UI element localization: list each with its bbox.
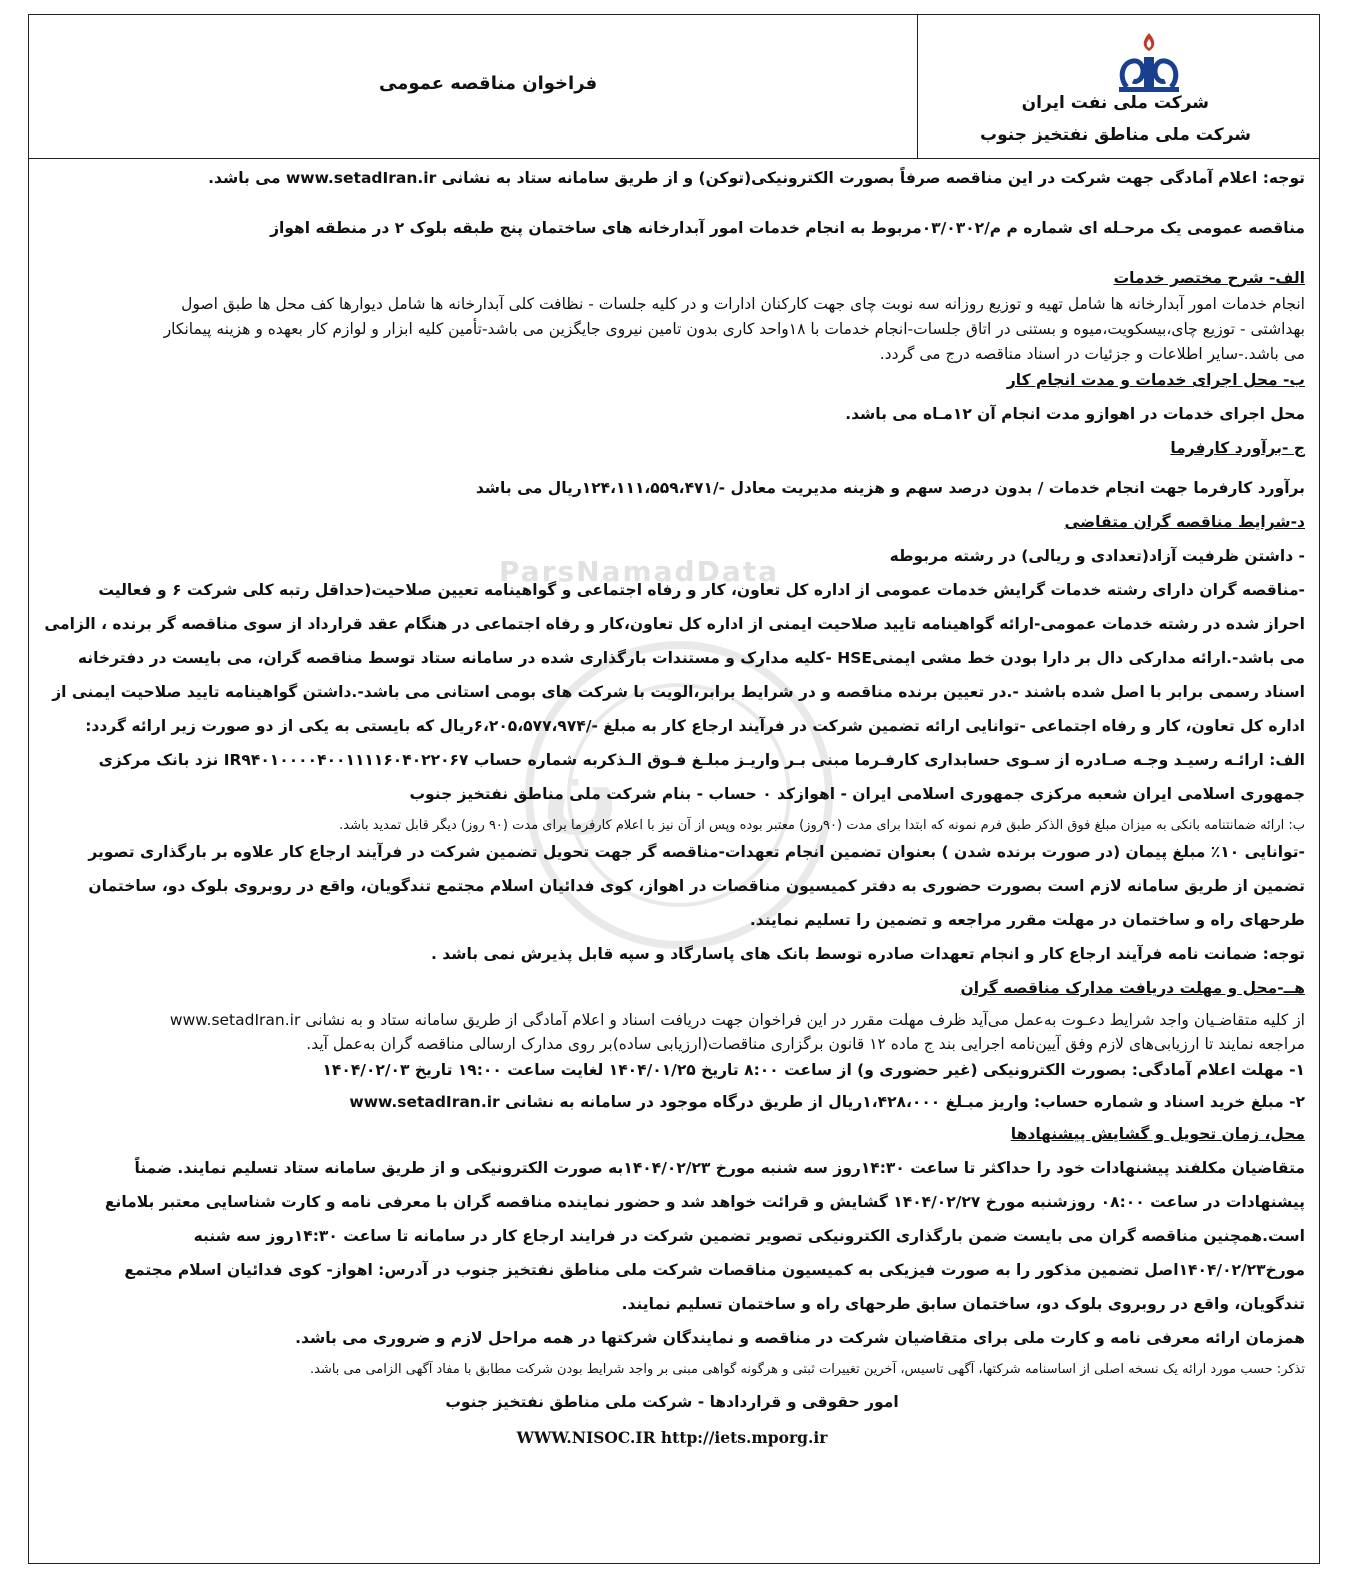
- section-heading-c: ج -برآورد کارفرما: [1170, 439, 1305, 457]
- note-line: تذکر: حسب مورد ارائه یک نسخه اصلی از اساسنامه شرکتها، آگهی تاسیس، آخرین تغییرات ثبتی و هرگونه گواهی مبنی بر واجد شرایط بودن شرکت مطابق با مفاد آگهی الزامی می باشد.: [309, 1362, 1305, 1377]
- paragraph-line: مورخ۱۴۰۴/۰۲/۲۳اصل تضمین مذکور را به صورت فیزیکی به کمیسیون مناقصات شرکت ملی مناطق نفتخیز جنوب در آدرس: اهواز- کوی فدائیان اسلام مجتمع: [124, 1261, 1305, 1279]
- paragraph-line: می باشد-.ارائه مدارکی دال بر دارا بودن خط مشی ایمنیHSE -کلیه مدارک و مستندات بارگذاری شده در سامانه ستاد توسط مناقصه گران، می بایست در دفترخانه: [77, 649, 1305, 667]
- notice-id-card: همزمان ارائه معرفی نامه و کارت ملی برای متقاضیان شرکت در مناقصه و نمایندگان شرکتها در همه مراحل لازم و ضروری می باشد.: [295, 1329, 1305, 1347]
- paragraph-line: -مناقصه گران دارای رشته خدمات گرایش خدمات عمومی از اداره کل تعاون، کار و رفاه اجتماعی و گواهینامه تعیین صلاحیت(حداقل رتبه کلی شرکت ۶ و فعالیت: [98, 581, 1305, 599]
- header-divider: [917, 15, 918, 159]
- paragraph-line: مراجعه نمایند تا ارزیابی‌های لازم وفق آیین‌نامه اجرایی بند ج ماده ۱۲ قانون برگزاری مناقصات(ارزیابی ساده)بر روی مدارک ارسالی مناقصه گران به‌عمل آید.: [306, 1035, 1305, 1053]
- paragraph-line: از کلیه متقاضـیان واجد شرایط دعـوت به‌عمل می‌آید ظرف مهلت مقرر در این فراخوان جهت دریافت اسناد و اعلام آمادگی از طریق سامانه ستاد و به نشانی www.setadIran.ir: [169, 1011, 1305, 1029]
- paragraph-line: محل اجرای خدمات در اهوازو مدت انجام آن ۱۲مـاه می باشد.: [845, 405, 1305, 423]
- paragraph-line: ب: ارائه ضمانتنامه بانکی به میزان مبلغ فوق الذکر طبق فرم نمونه که ابتدا برای مدت (۹۰روز) معتبر بوده وپس از آن نیز با اعلام کارفرما برای مدت (۹۰ روز) دیگر قابل تمدید باشد.: [339, 818, 1305, 833]
- section-heading-a: الف- شرح مختصر خدمات: [1113, 269, 1305, 287]
- paragraph-line: طرحهای راه و ساختمان در مهلت مقرر مراجعه و تضمین را تسلیم نمایند.: [749, 911, 1305, 929]
- document-fee: ۲- مبلغ خرید اسناد و شماره حساب: واریز مبـلغ ۱،۴۲۸،۰۰۰ریال از طریق درگاه موجود در سامانه به نشانی www.setadIran.ir: [349, 1093, 1305, 1111]
- employer-estimate: برآورد کارفرما جهت انجام خدمات / بدون درصد سهم و هزینه مدیریت معادل -/۱۲۴،۱۱۱،۵۵۹،۴۷۱ریال می باشد: [475, 479, 1305, 497]
- paragraph-line: احراز شده در رشته خدمات عمومی-ارائه گواهینامه تایید صلاحیت ایمنی از اداره کل تعاون،کار و رفاه اجتماعی در هنگام عقد قرارداد از سوی مناقصه گر برنده ، الزامی: [44, 615, 1305, 633]
- section-heading-d: د-شرایط مناقصه گران متقاضی: [1064, 513, 1305, 531]
- section-heading-submission: محل، زمان تحویل و گشایش پیشنهادها: [1010, 1125, 1305, 1143]
- paragraph-line: تندگویان، واقع در روبروی بلوک دو، ساختمان سابق طرحهای راه و ساختمان تسلیم نمایند.: [621, 1295, 1305, 1313]
- paragraph-line: می باشد.-سایر اطلاعات و جزئیات در اسناد مناقصه درج می گردد.: [879, 345, 1305, 363]
- paragraph-line: متقاضیان مکلفند پیشنهادات خود را حداکثر تا ساعت ۱۴:۳۰روز سه شنبه مورخ ۱۴۰۴/۰۲/۲۳به صورت الکترونیکی و از طریق سامانه ستاد تسلیم نمایند. ضمناً: [134, 1159, 1305, 1177]
- nioc-logo-icon: [1109, 29, 1189, 97]
- paragraph-line: اداره کل تعاون، کار و رفاه اجتماعی -توانایی ارائه تضمین شرکت در فرآیند ارجاع کار به مبلغ -/۶،۲۰۵،۵۷۷،۹۷۴ریال که بایستی به یکی از دو صورت زیر ارائه گردد:: [85, 717, 1305, 735]
- paragraph-line: - داشتن ظرفیت آزاد(تعدادی و ریالی) در رشته مربوطه: [889, 547, 1305, 565]
- footer-department: امور حقوقی و قراردادها - شرکت ملی مناطق نفتخیز جنوب: [445, 1393, 899, 1411]
- paragraph-line: بهداشتی - توزیع چای،بیسکویت،میوه و بستنی در اتاق جلسات-انجام خدمات با ۱۸واحد کاری بدون تامین نیروی جایگزین می باشد-تأمین کلیه ابزار و لوازم کار بعهده و هزینه پیمانکار: [163, 320, 1305, 338]
- watermark-text: ParsNamadData: [499, 555, 779, 588]
- company-name: شرکت ملی نفت ایران: [1021, 93, 1209, 113]
- section-heading-b: ب- محل اجرای خدمات و مدت انجام کار: [1006, 371, 1305, 389]
- footer-websites: WWW.NISOC.IR http://iets.mporg.ir: [516, 1428, 828, 1447]
- paragraph-line: انجام خدمات امور آبدارخانه ها شامل تهیه و توزیع روزانه سه نوبت چای جهت کارکنان ادارات و در کلیه جلسات - نظافت کلی آبدارخانه ها شامل دیوارها کف محل ها طبق اصول: [181, 295, 1305, 313]
- paragraph-line: الف: ارائـه رسیـد وجـه صـادره از سـوی حسابداری کارفـرما مبنی بـر واریـز مبلـغ فـوق الـذکربه شماره حساب IR۹۴۰۱۰۰۰۰۴۰۰۱۱۱۱۶۰۴۰۲۲۰۶۷ نزد بانک مرکزی: [98, 751, 1305, 769]
- page-title: فراخوان مناقصه عمومی: [379, 73, 598, 94]
- notice-electronic: توجه: اعلام آمادگی جهت شرکت در این مناقصه صرفاً بصورت الکترونیکی(توکن) و از طریق سامانه ستاد به نشانی www.setadIran.ir می باشد.: [208, 169, 1305, 187]
- page-frame: [28, 14, 1320, 1564]
- paragraph-line: است.همچنین مناقصه گران می بایست ضمن بارگذاری الکترونیکی تصویر تضمین شرکت در فرایند ارجاع کار در سامانه تا ساعت ۱۴:۳۰روز سه شنبه: [193, 1227, 1305, 1245]
- svg-text:ن: ن: [542, 737, 619, 842]
- paragraph-line: اسناد رسمی برابر با اصل شده باشند -.در تعیین برنده مناقصه و در شرایط برابر،الویت با شرکت های بومی استانی می باشد-.داشتن گواهینامه تایید صلاحیت ایمنی از: [52, 683, 1305, 701]
- paragraph-line: پیشنهادات در ساعت ۰۸:۰۰ روزشنبه مورخ ۱۴۰۴/۰۲/۲۷ گشایش و قرائت خواهد شد و حضور نماینده مناقصه گران با معرفی نامه و کارت شناسایی معتبر بلامانع: [104, 1193, 1305, 1211]
- section-heading-e: هــ-محل و مهلت دریافت مدارک مناقصه گران: [960, 979, 1305, 997]
- paragraph-line: -توانایی ۱۰٪ مبلغ پیمان (در صورت برنده شدن ) بعنوان تضمین انجام تعهدات-مناقصه گر جهت تحویل تضمین شرکت در فرآیند ارجاع کار علاوه بر بارگذاری تصویر: [88, 843, 1305, 861]
- notice-guarantee: توجه: ضمانت نامه فرآیند ارجاع کار و انجام تعهدات صادره توسط بانک های پاسارگاد و سپه قابل پذیرش نمی باشد .: [430, 945, 1305, 963]
- header: [29, 15, 1319, 159]
- deadline-readiness: ۱- مهلت اعلام آمادگی: بصورت الکترونیکی (غیر حضوری و) از ساعت ۸:۰۰ تاریخ ۱۴۰۴/۰۱/۲۵ لغایت ساعت ۱۹:۰۰ تاریخ ۱۴۰۴/۰۲/۰۳: [322, 1061, 1305, 1079]
- paragraph-line: جمهوری اسلامی ایران شعبه مرکزی جمهوری اسلامی ایران - اهوازکد ۰ حساب - بنام شرکت ملی مناطق نفتخیز جنوب: [409, 785, 1305, 803]
- tender-subject: مناقصه عمومی یک مرحـله ای شماره م م/۰۳/۰۳۰۲مربوط به انجام خدمات امور آبدارخانه های ساختمان پنج طبقه بلوک ۲ در منطقه اهواز: [270, 219, 1305, 237]
- paragraph-line: تضمین از طریق سامانه لازم است بصورت حضوری به دفتر کمیسیون مناقصات در اهواز، کوی فدائیان اسلام مجتمع تندگویان، واقع در روبروی بلوک دو، ساختمان: [88, 877, 1305, 895]
- company-subsidiary: شرکت ملی مناطق نفتخیز جنوب: [980, 125, 1251, 145]
